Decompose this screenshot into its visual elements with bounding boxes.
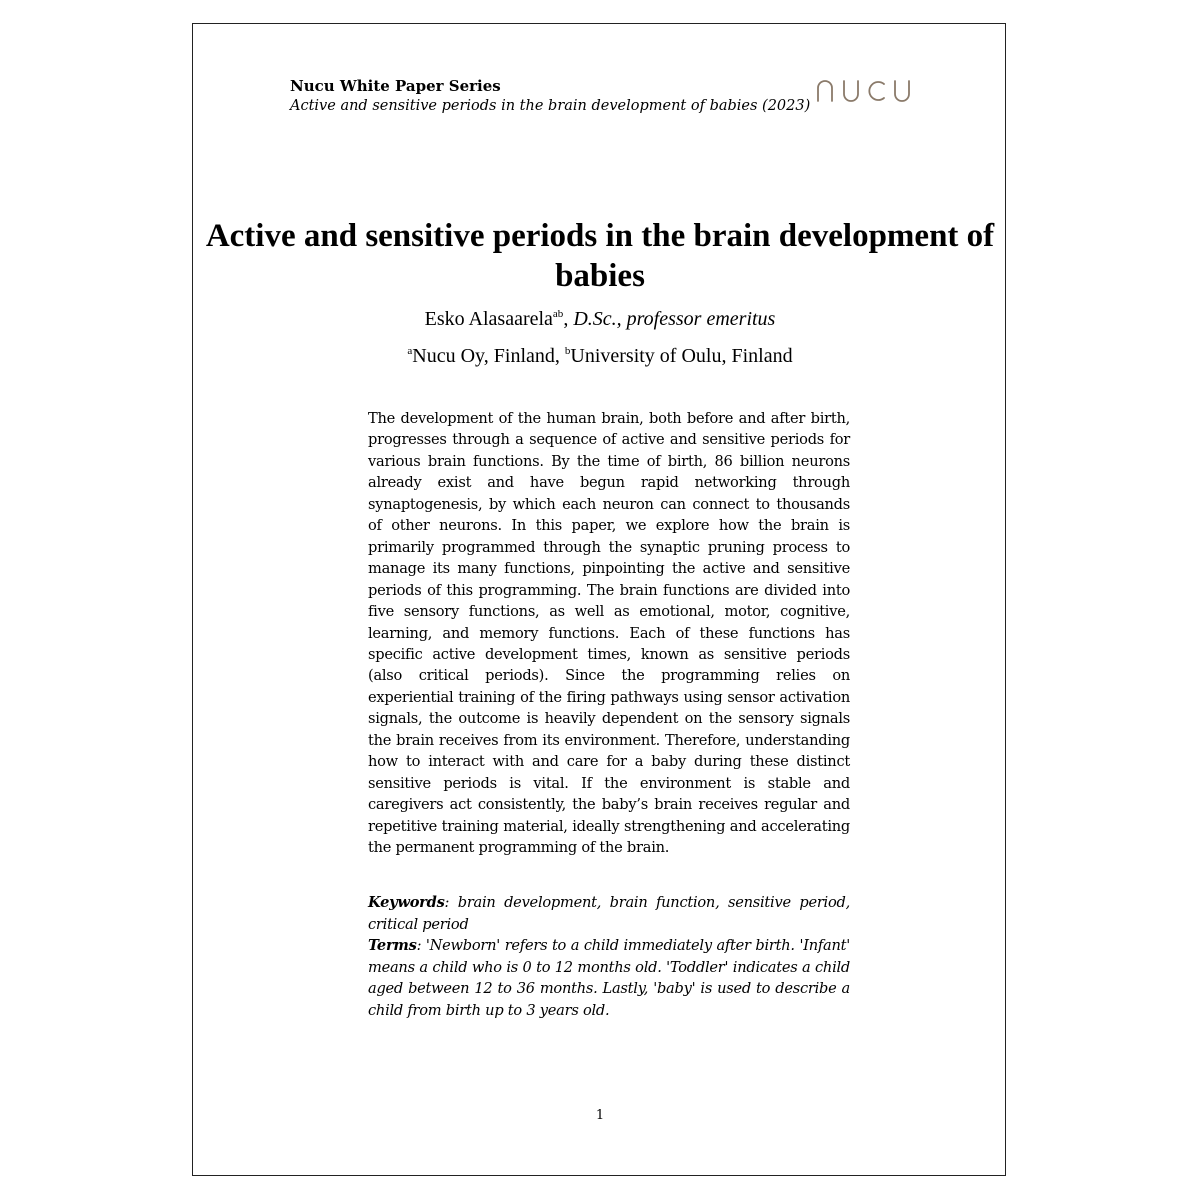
document-page [192,23,1006,1176]
terms-text: : 'Newborn' refers to a child immediately after birth. 'Infant' means a child who is 0 to 12 months old. 'Toddler' indicates a child aged between 12 to 36 months. Lastly, 'baby' is used to describe a child from birth up to 3 years old. [368,937,850,1019]
author-credentials: D.Sc., professor emeritus [573,308,776,330]
terms-label: Terms [368,937,417,954]
keywords-label: Keywords [368,894,445,911]
keywords-block [368,892,850,1021]
page-number: 1 [595,1108,605,1123]
keywords-text: : brain development, brain function, sensitive period, critical period [368,894,850,933]
affiliation-a-marker: a [407,345,413,357]
affiliation-b: University of Oulu, Finland [570,345,793,367]
paper-title: Active and sensitive periods in the brain development of babies [205,218,995,294]
series-title: Nucu White Paper Series [290,77,501,95]
nucu-logo [815,79,915,103]
terms-line [368,935,850,1021]
running-header [290,76,810,116]
affiliation-b-marker: b [564,345,571,357]
author-affiliation-marker: ab [552,308,564,320]
abstract: The development of the human brain, both before and after birth, progresses through a sequence of active and sensitive periods for various brain functions. By the time of birth, 86 billion neurons already exist and have begun rapid networking through synaptogenesis, by which each neuron can connect to thousands of other neurons. In this paper, we explore how the brain is primarily programmed through the synaptic pruning process to manage its many functions, pinpointing the active and sensitive periods of this programming. The brain functions are divided into five sensory functions, as well as emotional, motor, cognitive, learning, and memory functions. Each of these functions has specific active development times, known as sensitive periods (also critical periods). Since the programming relies on experiential training of the firing pathways using sensor activation signals, the outcome is heavily dependent on the sensory signals the brain receives from its environment. Therefore, understanding how to interact with and care for a baby during these distinct sensitive periods is vital. If the environment is stable and caregivers act consistently, the baby’s brain receives regular and repetitive training material, ideally strengthening and accelerating the permanent programming of the brain. [368,410,850,857]
author-line: Esko Alasaarela$^{ab}$, D.Sc., professor emeritus [424,308,776,330]
author-name: Esko Alasaarela [424,308,553,330]
affiliation-a: Nucu Oy, Finland, [412,345,565,367]
keywords-line [368,892,850,935]
affiliations [193,344,1007,368]
series-subtitle: Active and sensitive periods in the brain development of babies (2023) [290,98,811,114]
